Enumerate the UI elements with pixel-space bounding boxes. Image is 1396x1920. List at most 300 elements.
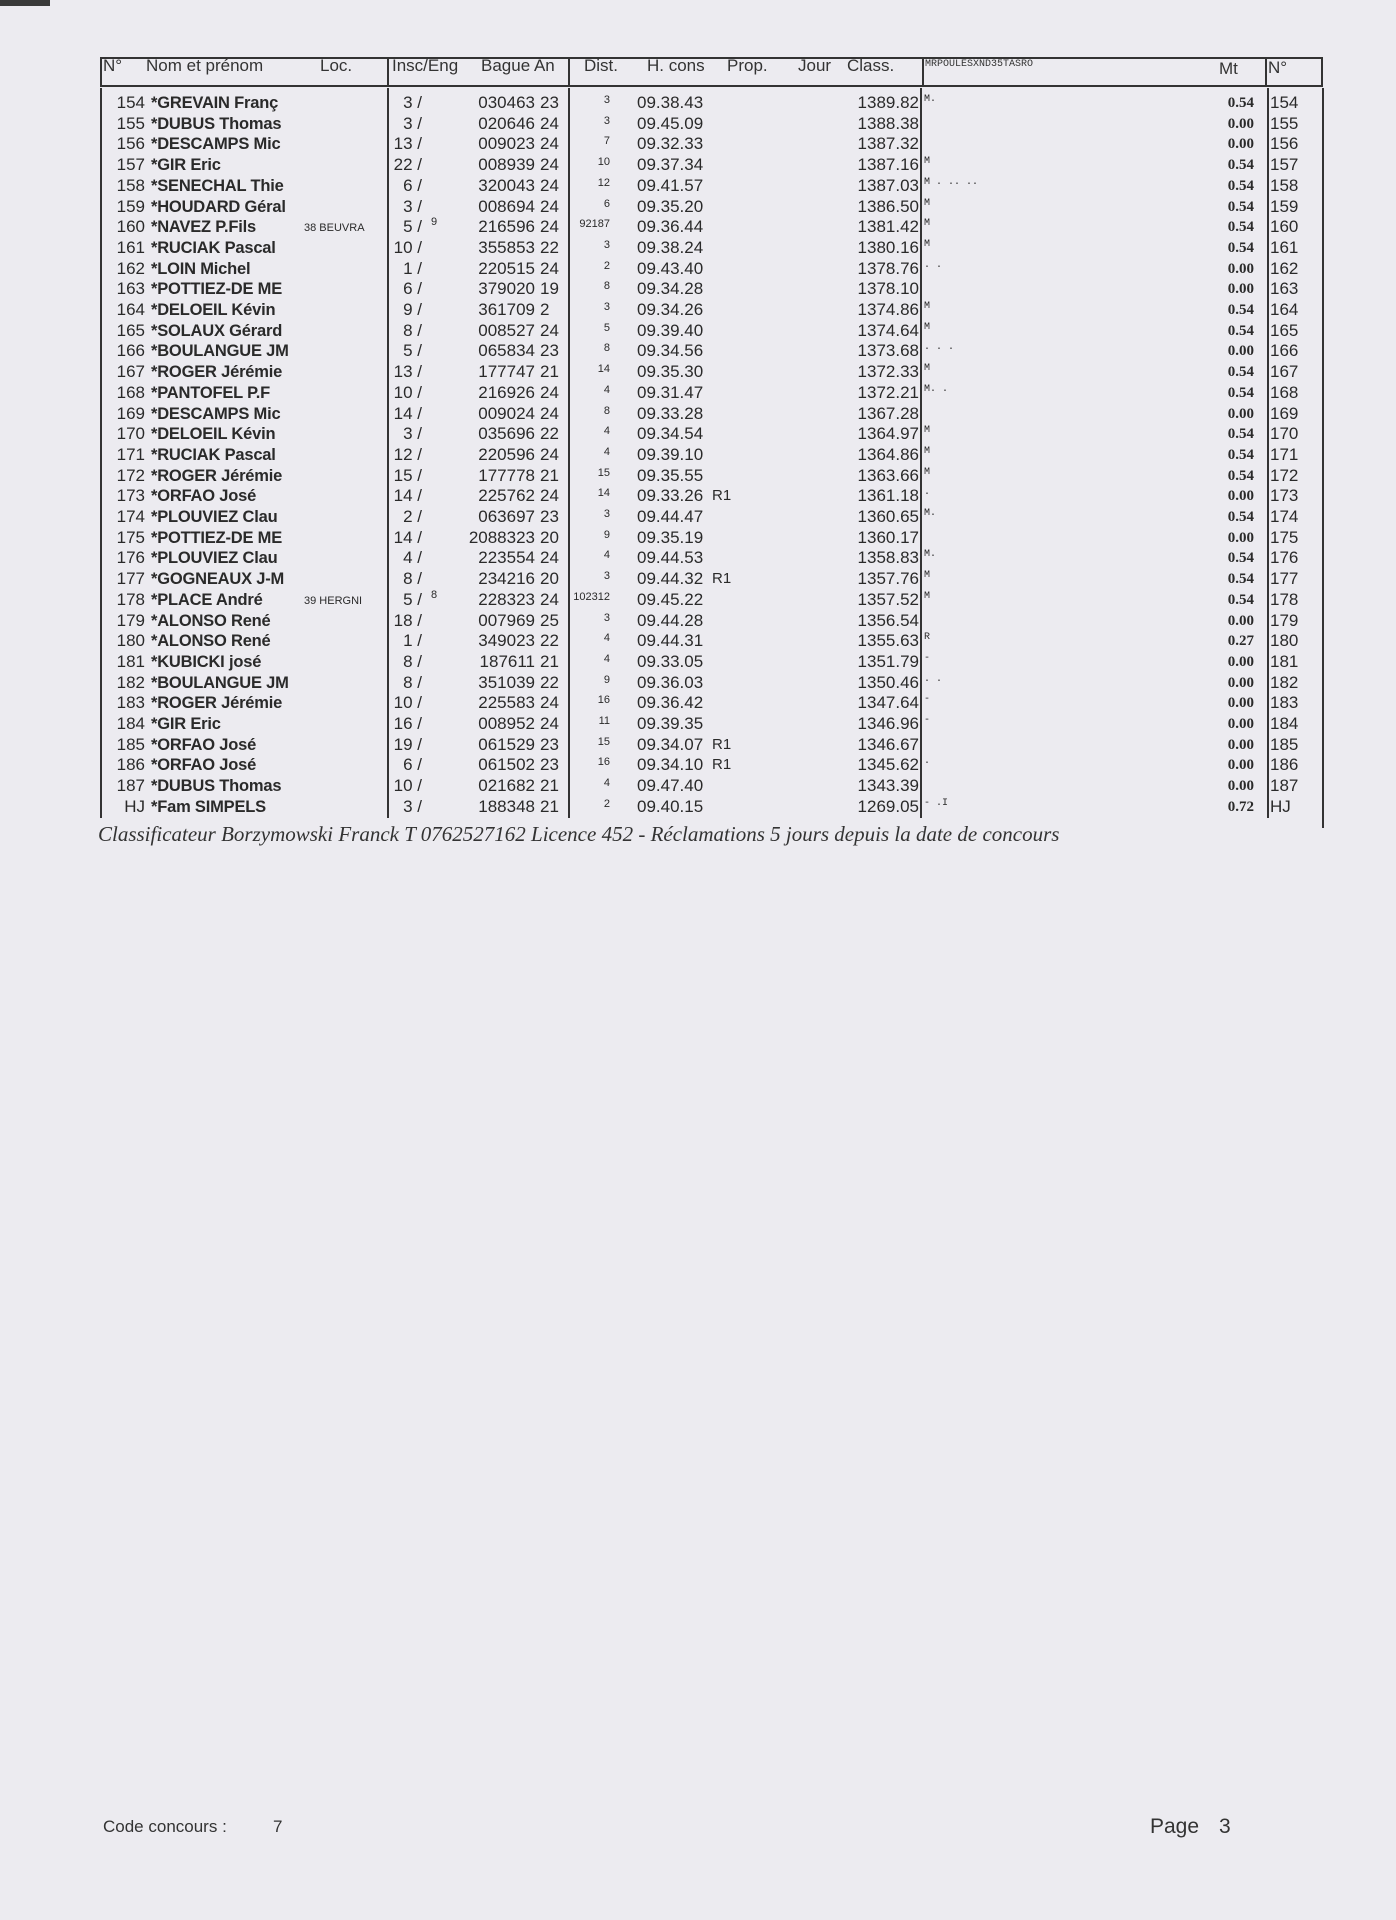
row-number: 179: [116, 610, 145, 630]
row-insc: 6 /: [403, 755, 422, 775]
row-number: 181: [116, 651, 145, 671]
row-hcons: 09.44.31: [637, 631, 704, 651]
row-number-right: 157: [1270, 155, 1299, 175]
row-class: 1381.42: [857, 217, 919, 237]
header-class: Class.: [847, 56, 895, 75]
row-band: 379020: [478, 279, 535, 299]
row-year: 21: [540, 651, 559, 671]
row-band: 349023: [478, 631, 535, 651]
row-year: 19: [540, 279, 559, 299]
row-mt: 0.00: [1227, 343, 1254, 360]
row-mt: 0.00: [1227, 488, 1254, 505]
row-dist: 102312: [573, 590, 610, 603]
header-hcons: H. cons: [647, 56, 705, 75]
row-insc: 1 /: [403, 631, 422, 651]
row-name: *DELOEIL Kévin: [151, 301, 276, 319]
row-name: *GIR Eric: [151, 156, 221, 175]
row-number-right: 179: [1270, 610, 1299, 630]
row-insc: 15 /: [393, 465, 422, 485]
row-class: 1355.63: [857, 631, 919, 651]
row-name: *DESCAMPS Mic: [151, 135, 281, 154]
row-band: 216926: [478, 382, 535, 402]
row-name: *ALONSO René: [151, 632, 271, 651]
row-mt: 0.00: [1227, 716, 1254, 732]
row-name: *POTTIEZ-DE ME: [151, 528, 283, 547]
row-number-right: 176: [1270, 548, 1299, 568]
row-hcons: 09.44.47: [637, 507, 704, 526]
row-name: *ORFAO José: [151, 756, 257, 775]
row-band: 065834: [478, 341, 535, 361]
row-number: HJ: [124, 796, 145, 816]
row-insc: 6 /: [403, 279, 422, 299]
row-hcons: 09.33.26: [637, 486, 704, 506]
row-name: *GIR Eric: [151, 715, 221, 733]
row-marks: -: [924, 715, 931, 726]
row-name: *GOGNEAUX J-M: [151, 570, 285, 589]
row-hcons: 09.39.40: [637, 320, 704, 340]
row-hcons: 09.35.55: [637, 465, 704, 485]
row-mt: 0.54: [1227, 364, 1254, 381]
row-year: 24: [540, 486, 559, 506]
row-year: 22: [540, 237, 559, 257]
divider: [568, 88, 570, 818]
row-year: 23: [540, 341, 559, 361]
divider: [1267, 88, 1269, 818]
row-year: 23: [540, 755, 559, 775]
row-number-right: 182: [1270, 672, 1299, 692]
row-year: 24: [540, 113, 559, 133]
row-hcons: 09.33.28: [637, 403, 704, 423]
row-class: 1386.50: [857, 196, 919, 216]
row-dist: 4: [603, 383, 610, 396]
row-insc: 8 /: [403, 651, 422, 671]
row-insc: 19 /: [393, 734, 422, 754]
row-number-right: 159: [1270, 196, 1299, 216]
row-band: 063697: [478, 507, 535, 526]
header-codes: MRPOULESXND35TASRO: [925, 59, 1034, 70]
row-marks: M: [924, 321, 931, 333]
row-year: 20: [540, 569, 559, 589]
row-insc: 3 /: [403, 113, 422, 133]
row-eng: 9: [431, 216, 438, 229]
row-number-right: 171: [1270, 444, 1299, 464]
row-class: 1345.62: [857, 755, 919, 775]
row-band: 351039: [478, 672, 535, 692]
row-hcons: 09.47.40: [637, 776, 704, 796]
row-number: 164: [116, 300, 145, 319]
row-hcons: 09.38.24: [637, 237, 704, 257]
header-loc: Loc.: [320, 56, 353, 75]
row-name: *ALONSO René: [151, 611, 271, 630]
header-insc: Insc/Eng: [392, 56, 459, 75]
row-mt: 0.54: [1227, 95, 1254, 111]
row-year: 22: [540, 672, 559, 692]
row-number-right: 177: [1270, 569, 1299, 589]
row-number: 168: [116, 382, 145, 402]
row-marks: R: [924, 632, 931, 644]
row-insc: 13 /: [393, 362, 422, 382]
row-hcons: 09.34.56: [637, 341, 704, 361]
row-insc: 10 /: [393, 237, 422, 257]
row-band: 061502: [478, 755, 535, 775]
row-band: 008527: [478, 320, 535, 340]
row-insc: 1 /: [403, 258, 422, 278]
row-class: 1378.76: [857, 258, 919, 278]
row-dist: 3: [603, 114, 610, 127]
row-name: *PANTOFEL P.F: [151, 383, 271, 402]
row-class: 1351.79: [857, 651, 919, 671]
row-dist: 9: [603, 528, 610, 541]
row-mt: 0.00: [1227, 778, 1254, 795]
row-mt: 0.00: [1227, 405, 1254, 422]
row-dist: 15: [597, 466, 610, 479]
code-concours-label: Code concours :: [103, 1817, 227, 1836]
row-hcons: 09.31.47: [637, 382, 704, 402]
row-class: 1372.33: [857, 362, 919, 382]
row-number: 174: [116, 507, 145, 526]
classifier-note: Classificateur Borzymowski Franck T 0762527162 Licence 452 - Réclamations 5 jours depuis la date de concours: [98, 822, 1060, 846]
row-number: 178: [116, 589, 145, 609]
row-number-right: 170: [1270, 424, 1299, 444]
row-year: 23: [540, 734, 559, 754]
row-marks: M: [924, 570, 931, 582]
row-name: *ROGER Jérémie: [151, 694, 283, 713]
row-hcons: 09.44.53: [637, 548, 704, 568]
header-dist: Dist.: [584, 56, 618, 75]
row-eng: 8: [431, 588, 438, 601]
page-label: Page: [1150, 1815, 1200, 1838]
row-hcons: 09.36.42: [637, 693, 704, 713]
row-class: 1380.16: [857, 237, 919, 257]
row-band: 021682: [478, 776, 535, 796]
row-number-right: 183: [1270, 693, 1299, 713]
row-dist: 4: [603, 632, 610, 645]
row-number: 165: [116, 320, 145, 340]
row-number-right: 162: [1270, 258, 1299, 278]
row-marks: - .I: [924, 797, 949, 809]
header-mt: Mt: [1219, 59, 1238, 78]
row-year: 22: [540, 424, 559, 444]
row-name: *HOUDARD Géral: [151, 197, 286, 216]
row-number-right: 160: [1270, 217, 1299, 237]
row-mt: 0.54: [1227, 302, 1254, 318]
row-mt: 0.00: [1227, 115, 1254, 132]
row-mt: 0.72: [1227, 798, 1254, 815]
header-bague: Bague An: [481, 56, 555, 75]
row-name: *BOULANGUE JM: [151, 673, 289, 692]
divider: [100, 57, 102, 87]
row-name: *DESCAMPS Mic: [151, 404, 281, 423]
row-band: 216596: [478, 217, 535, 237]
row-year: 24: [540, 403, 559, 423]
row-marks: M: [924, 466, 931, 478]
row-dist: 8: [603, 342, 610, 355]
row-insc: 3 /: [403, 424, 422, 444]
row-hcons: 09.45.09: [637, 113, 704, 133]
row-dist: 5: [603, 321, 610, 334]
row-marks: M. .: [924, 383, 949, 395]
row-number: 186: [116, 755, 145, 775]
header-bottom-border: [100, 85, 1323, 87]
row-mt: 0.54: [1227, 239, 1254, 256]
row-insc: 18 /: [393, 610, 422, 630]
row-class: 1389.82: [857, 93, 919, 112]
row-mt: 0.00: [1227, 736, 1254, 753]
row-class: 1374.64: [857, 320, 919, 340]
row-band: 008952: [478, 714, 535, 733]
scan-artifact: [0, 0, 50, 6]
row-mt: 0.00: [1227, 653, 1254, 670]
row-class: 1363.66: [857, 465, 919, 485]
row-insc: 3 /: [403, 196, 422, 216]
row-dist: 3: [603, 238, 610, 251]
row-year: 21: [540, 796, 559, 816]
row-hcons: 09.41.57: [637, 175, 704, 195]
row-number: 175: [116, 527, 145, 547]
row-name: *ORFAO José: [151, 735, 257, 754]
row-year: 24: [540, 217, 559, 237]
row-hcons: 09.37.34: [637, 155, 704, 175]
row-year: 24: [540, 258, 559, 278]
row-mt: 0.00: [1227, 612, 1254, 629]
row-name: *SOLAUX Gérard: [151, 321, 283, 340]
row-name: *RUCIAK Pascal: [151, 238, 276, 257]
row-hcons: 09.40.15: [637, 796, 704, 816]
row-marks: M: [924, 301, 931, 312]
row-hcons: 09.45.22: [637, 589, 704, 609]
row-band: 007969: [478, 610, 535, 630]
row-dist: 8: [603, 404, 610, 417]
row-name: *KUBICKI josé: [151, 652, 262, 671]
row-mt: 0.00: [1227, 281, 1254, 298]
row-insc: 10 /: [393, 382, 422, 402]
row-number: 156: [116, 134, 145, 154]
row-year: 24: [540, 196, 559, 216]
row-number: 185: [116, 734, 145, 754]
divider: [920, 88, 922, 818]
row-class: 1367.28: [857, 403, 919, 423]
row-mt: 0.00: [1227, 260, 1254, 277]
row-marks: M: [924, 197, 931, 209]
row-marks: .: [924, 756, 931, 768]
row-number: 162: [116, 258, 145, 278]
row-band: 030463: [478, 93, 535, 112]
row-insc: 8 /: [403, 320, 422, 340]
row-year: 24: [540, 693, 559, 713]
row-year: 24: [540, 444, 559, 464]
row-number: 182: [116, 672, 145, 692]
row-band: 220596: [478, 444, 535, 464]
row-hcons: 09.43.40: [637, 258, 704, 278]
row-marks: . .: [924, 259, 943, 271]
row-mt: 0.54: [1227, 509, 1254, 525]
row-dist: 10: [597, 156, 610, 169]
row-number-right: 175: [1270, 527, 1299, 547]
row-marks: M . .. ..: [924, 176, 979, 188]
row-name: *ORFAO José: [151, 487, 257, 506]
row-year: 20: [540, 527, 559, 547]
row-year: 24: [540, 134, 559, 154]
row-band: 187611: [479, 651, 535, 671]
row-band: 228323: [478, 589, 535, 609]
row-dist: 7: [603, 135, 610, 148]
header-prop: Prop.: [727, 56, 768, 75]
row-class: 1387.32: [857, 134, 919, 154]
divider: [387, 88, 389, 818]
row-dist: 3: [603, 94, 610, 106]
row-marks: . .: [924, 673, 943, 685]
row-number: 159: [116, 196, 145, 216]
row-hcons: 09.34.28: [637, 279, 704, 299]
row-band: 234216: [478, 569, 535, 589]
row-number-right: 186: [1270, 755, 1299, 775]
row-year: 2: [540, 300, 550, 319]
row-number: 155: [116, 113, 145, 133]
row-hcons: 09.34.10: [637, 755, 704, 775]
row-mt: 0.54: [1227, 446, 1254, 463]
row-dist: 3: [603, 611, 610, 624]
row-marks: -: [924, 694, 931, 706]
row-marks: M: [924, 363, 931, 375]
row-class: 1347.64: [857, 693, 919, 713]
row-band: 2088323: [468, 527, 535, 547]
row-class: 1361.18: [857, 486, 919, 506]
row-name: *NAVEZ P.Fils: [151, 218, 256, 237]
row-flag: R1: [712, 735, 732, 753]
row-insc: 12 /: [393, 444, 422, 464]
row-band: 035696: [478, 424, 535, 444]
row-marks: .: [924, 487, 931, 499]
row-number: 172: [116, 465, 145, 485]
row-number-right: 166: [1270, 341, 1299, 361]
row-mt: 0.27: [1227, 633, 1254, 650]
row-locality: 38 BEUVRA: [304, 222, 365, 235]
row-dist: 11: [598, 715, 610, 727]
row-band: 061529: [478, 734, 535, 754]
row-number: 171: [116, 444, 145, 464]
row-mt: 0.54: [1227, 550, 1254, 567]
row-year: 24: [540, 548, 559, 568]
row-mt: 0.00: [1227, 695, 1254, 712]
row-hcons: 09.34.54: [637, 424, 704, 444]
row-band: 177747: [478, 362, 535, 382]
row-class: 1360.17: [857, 527, 919, 547]
row-marks: M: [924, 425, 931, 437]
row-band: 361709: [478, 300, 535, 319]
row-marks: M.: [924, 508, 937, 519]
row-class: 1360.65: [857, 507, 919, 526]
row-class: 1357.52: [857, 589, 919, 609]
row-dist: 14: [597, 487, 610, 500]
row-flag: R1: [712, 570, 732, 588]
row-year: 24: [540, 155, 559, 175]
row-insc: 13 /: [393, 134, 422, 154]
row-insc: 22 /: [393, 155, 422, 175]
row-insc: 5 /: [403, 589, 422, 609]
row-year: 21: [540, 465, 559, 485]
row-marks: M: [924, 590, 931, 602]
row-band: 008694: [478, 196, 535, 216]
row-dist: 12: [597, 176, 610, 189]
row-number: 158: [116, 175, 145, 195]
divider: [1322, 88, 1324, 828]
row-year: 23: [540, 93, 559, 112]
row-name: *GREVAIN Franç: [151, 94, 279, 112]
row-class: 1357.76: [857, 569, 919, 589]
row-dist: 4: [603, 549, 610, 562]
row-hcons: 09.44.28: [637, 610, 704, 630]
row-number: 157: [116, 155, 145, 175]
divider: [387, 57, 389, 87]
row-year: 24: [540, 382, 559, 402]
row-name: *ROGER Jérémie: [151, 363, 283, 382]
row-number-right: 154: [1270, 93, 1299, 112]
row-name: *PLOUVIEZ Clau: [151, 508, 278, 526]
row-dist: 3: [603, 301, 610, 313]
row-dist: 3: [603, 508, 610, 520]
row-hcons: 09.44.32: [637, 569, 704, 589]
row-year: 24: [540, 589, 559, 609]
row-number-right: 172: [1270, 465, 1299, 485]
row-marks: . . .: [924, 342, 955, 354]
row-band: 355853: [478, 237, 535, 257]
row-mt: 0.54: [1227, 426, 1254, 443]
row-number: 184: [116, 714, 145, 733]
row-number-right: 173: [1270, 486, 1299, 506]
row-name: *PLOUVIEZ Clau: [151, 549, 278, 568]
row-marks: M.: [924, 549, 937, 561]
row-number: 160: [116, 217, 145, 237]
row-class: 1358.83: [857, 548, 919, 568]
row-dist: 3: [603, 570, 610, 583]
row-insc: 14 /: [393, 527, 422, 547]
row-band: 320043: [478, 175, 535, 195]
row-class: 1374.86: [857, 300, 919, 319]
row-number: 183: [116, 693, 145, 713]
row-mt: 0.00: [1227, 757, 1254, 774]
row-dist: 14: [597, 363, 610, 376]
row-class: 1346.96: [857, 714, 919, 733]
row-insc: 10 /: [393, 693, 422, 713]
row-band: 225583: [478, 693, 535, 713]
row-band: 188348: [478, 796, 535, 816]
row-mt: 0.54: [1227, 571, 1254, 588]
row-hcons: 09.34.07: [637, 734, 704, 754]
row-class: 1373.68: [857, 341, 919, 361]
row-number-right: 164: [1270, 300, 1299, 319]
row-year: 24: [540, 175, 559, 195]
row-number-right: 180: [1270, 631, 1299, 651]
row-band: 225762: [478, 486, 535, 506]
row-number-right: 156: [1270, 134, 1299, 154]
row-dist: 2: [603, 797, 610, 810]
row-hcons: 09.33.05: [637, 651, 704, 671]
row-dist: 16: [597, 694, 610, 707]
row-class: 1372.21: [857, 382, 919, 402]
page-number: 3: [1219, 1815, 1231, 1838]
row-insc: 5 /: [403, 217, 422, 237]
row-name: *DUBUS Thomas: [151, 777, 282, 796]
row-class: 1346.67: [857, 734, 919, 754]
row-mt: 0.54: [1227, 384, 1254, 401]
header-no2: N°: [1268, 58, 1288, 77]
row-insc: 6 /: [403, 175, 422, 195]
row-number: 154: [116, 93, 145, 112]
row-insc: 14 /: [393, 403, 422, 423]
row-insc: 3 /: [403, 93, 422, 112]
row-year: 21: [540, 362, 559, 382]
row-class: 1378.10: [857, 279, 919, 299]
